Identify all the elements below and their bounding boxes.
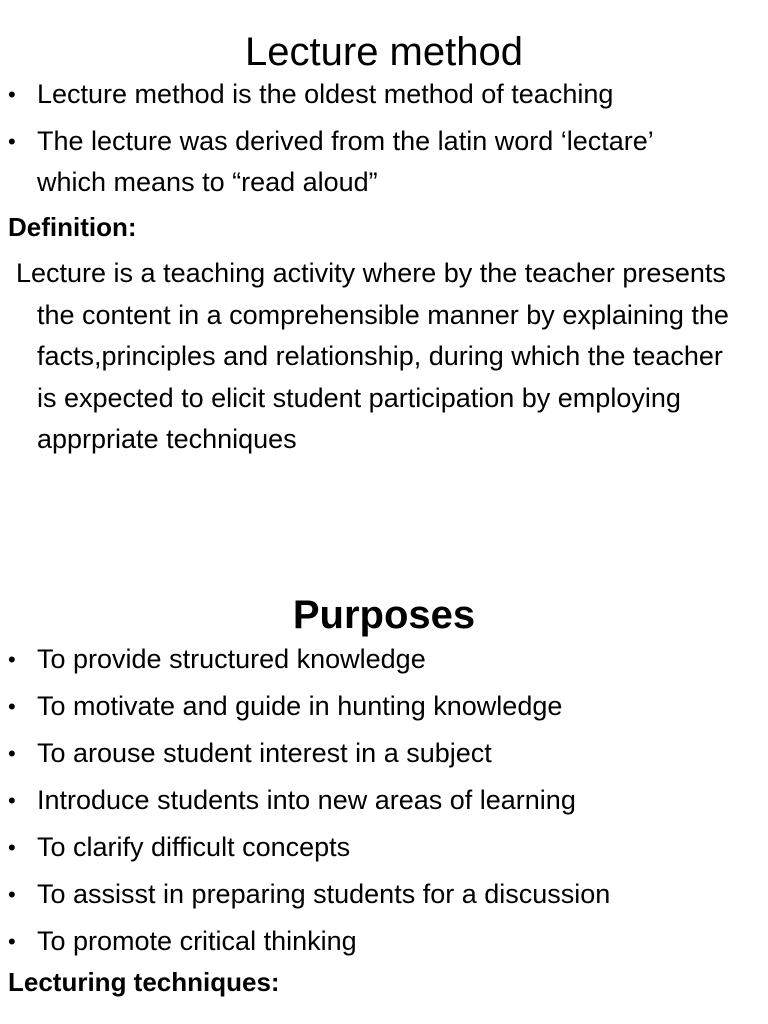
bullet-list: [0, 639, 768, 962]
list-item: [0, 121, 768, 203]
bullet-icon: •: [8, 82, 16, 107]
bullet-icon: •: [8, 882, 16, 907]
bullet-icon: •: [8, 929, 16, 954]
techniques-label: Lecturing techniques:: [8, 967, 280, 997]
bullet-icon: •: [8, 694, 16, 719]
list-item-text: To assisst in preparing students for a discussion: [37, 879, 611, 909]
slide-purposes: [0, 591, 768, 1000]
bullet-list: [0, 74, 768, 203]
list-item-text: Introduce students into new areas of learning: [37, 785, 576, 815]
list-item: [0, 74, 768, 115]
bullet-icon: •: [8, 835, 16, 860]
list-item: [0, 827, 768, 868]
list-item: [0, 874, 768, 915]
bullet-icon: •: [8, 129, 16, 154]
slide-title: Lecture method: [245, 30, 523, 74]
slide-title: Purposes: [292, 593, 476, 637]
list-item-text: To promote critical thinking: [37, 926, 357, 956]
bullet-icon: •: [8, 741, 16, 766]
definition-text: Lecture is a teaching activity where by the teacher presents the content in a comprehensible manner by explaining the facts,principles and relationship, during which the teacher is expected to elicit student participation by employing apprpriate techniques: [16, 258, 729, 454]
slide-lecture-method: [0, 28, 768, 461]
bullet-icon: •: [8, 788, 16, 813]
list-item: [0, 686, 768, 727]
list-item-text: To clarify difficult concepts: [37, 832, 351, 862]
list-item: [0, 921, 768, 962]
bullet-icon: •: [8, 647, 16, 672]
list-item-text: To arouse student interest in a subject: [37, 738, 492, 768]
list-item-text: To provide structured knowledge: [37, 644, 426, 674]
list-item: [0, 780, 768, 821]
list-item-text: To motivate and guide in hunting knowledge: [37, 691, 563, 721]
list-item-text: The lecture was derived from the latin word ‘lectare’ which means to “read aloud”: [37, 126, 653, 197]
definition-label: Definition:: [8, 212, 137, 242]
list-item: [0, 639, 768, 680]
list-item-text: Lecture method is the oldest method of teaching: [37, 79, 614, 109]
list-item: [0, 733, 768, 774]
